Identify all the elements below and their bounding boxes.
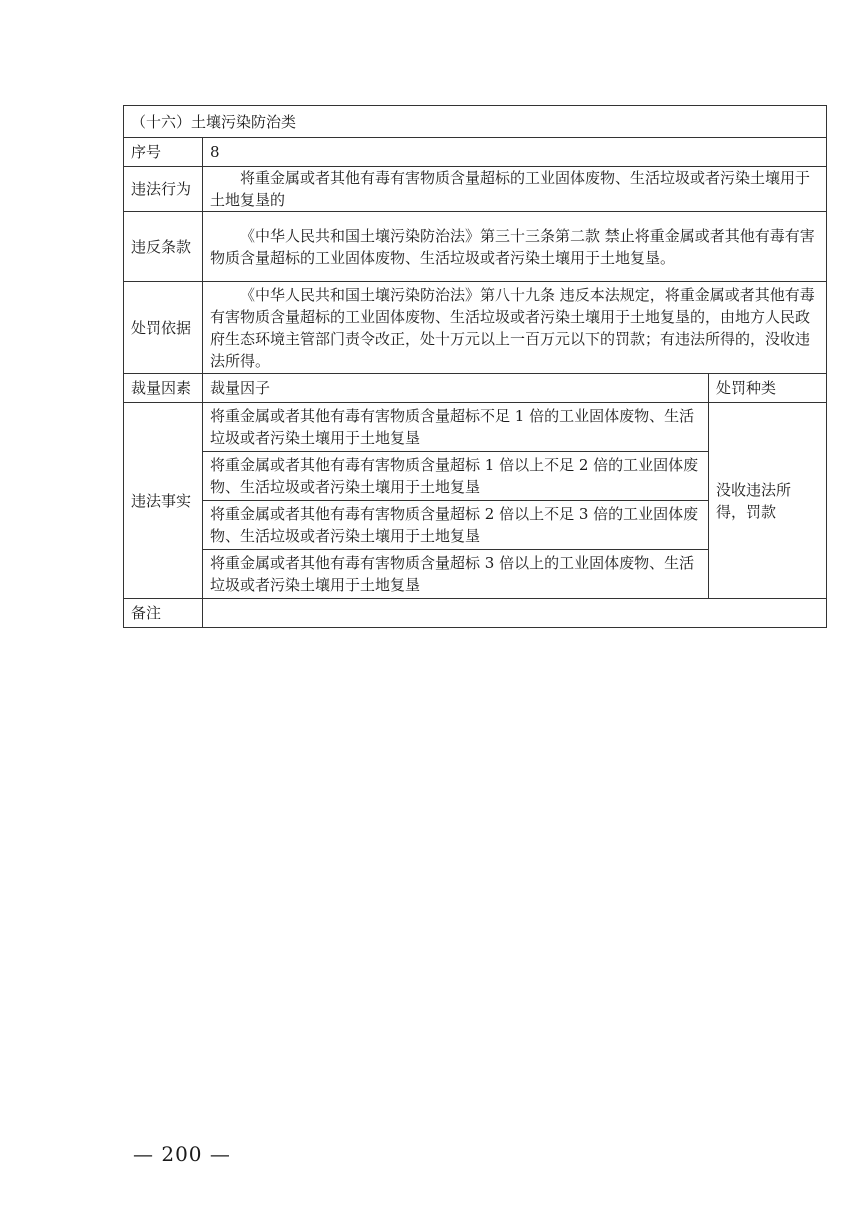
fact-factor: 将重金属或者其他有毒有害物质含量超标 1 倍以上不足 2 倍的工业固体废物、生活垃圾或者污染土壤用于土地复垦 [203, 452, 709, 501]
remarks-row [124, 599, 827, 628]
discretion-table [123, 105, 827, 628]
remarks-label: 备注 [124, 599, 203, 628]
violated-article-row [124, 212, 827, 282]
violation-value: 将重金属或者其他有毒有害物质含量超标的工业固体废物、生活垃圾或者污染土壤用于土地复垦的 [203, 167, 827, 212]
fact-factor: 将重金属或者其他有毒有害物质含量超标不足 1 倍的工业固体废物、生活垃圾或者污染土壤用于土地复垦 [203, 403, 709, 452]
discretion-label: 裁量因素 [124, 374, 203, 403]
factor-column-header: 裁量因子 [203, 374, 709, 403]
facts-label: 违法事实 [124, 403, 203, 599]
violation-label: 违法行为 [124, 167, 203, 212]
penalty-basis-value: 《中华人民共和国土壤污染防治法》第八十九条 违反本法规定，将重金属或者其他有毒有害物质含量超标的工业固体废物、生活垃圾或者污染土壤用于土地复垦的，由地方人民政府生态环境主管部门责令改正，处十万元以上一百万元以下的罚款；有违法所得的，没收违法所得。 [203, 282, 827, 374]
section-title-row [124, 106, 827, 138]
violation-row [124, 167, 827, 212]
remarks-value [203, 599, 827, 628]
penalty-type-value: 没收违法所得，罚款 [708, 403, 826, 599]
section-title: （十六）土壤污染防治类 [124, 106, 827, 138]
penalty-basis-row [124, 282, 827, 374]
fact-factor: 将重金属或者其他有毒有害物质含量超标 3 倍以上的工业固体废物、生活垃圾或者污染土壤用于土地复垦 [203, 550, 709, 599]
penalty-basis-label: 处罚依据 [124, 282, 203, 374]
fact-factor: 将重金属或者其他有毒有害物质含量超标 2 倍以上不足 3 倍的工业固体废物、生活垃圾或者污染土壤用于土地复垦 [203, 501, 709, 550]
sequence-label: 序号 [124, 138, 203, 167]
fact-row [124, 403, 827, 452]
penalty-type-column-header: 处罚种类 [708, 374, 826, 403]
sequence-value: 8 [203, 138, 827, 167]
violated-article-label: 违反条款 [124, 212, 203, 282]
violated-article-value: 《中华人民共和国土壤污染防治法》第三十三条第二款 禁止将重金属或者其他有毒有害物质含量超标的工业固体废物、生活垃圾或者污染土壤用于土地复垦。 [203, 212, 827, 282]
discretion-header-row [124, 374, 827, 403]
page-number: — 200 — [133, 1142, 231, 1166]
sequence-row [124, 138, 827, 167]
